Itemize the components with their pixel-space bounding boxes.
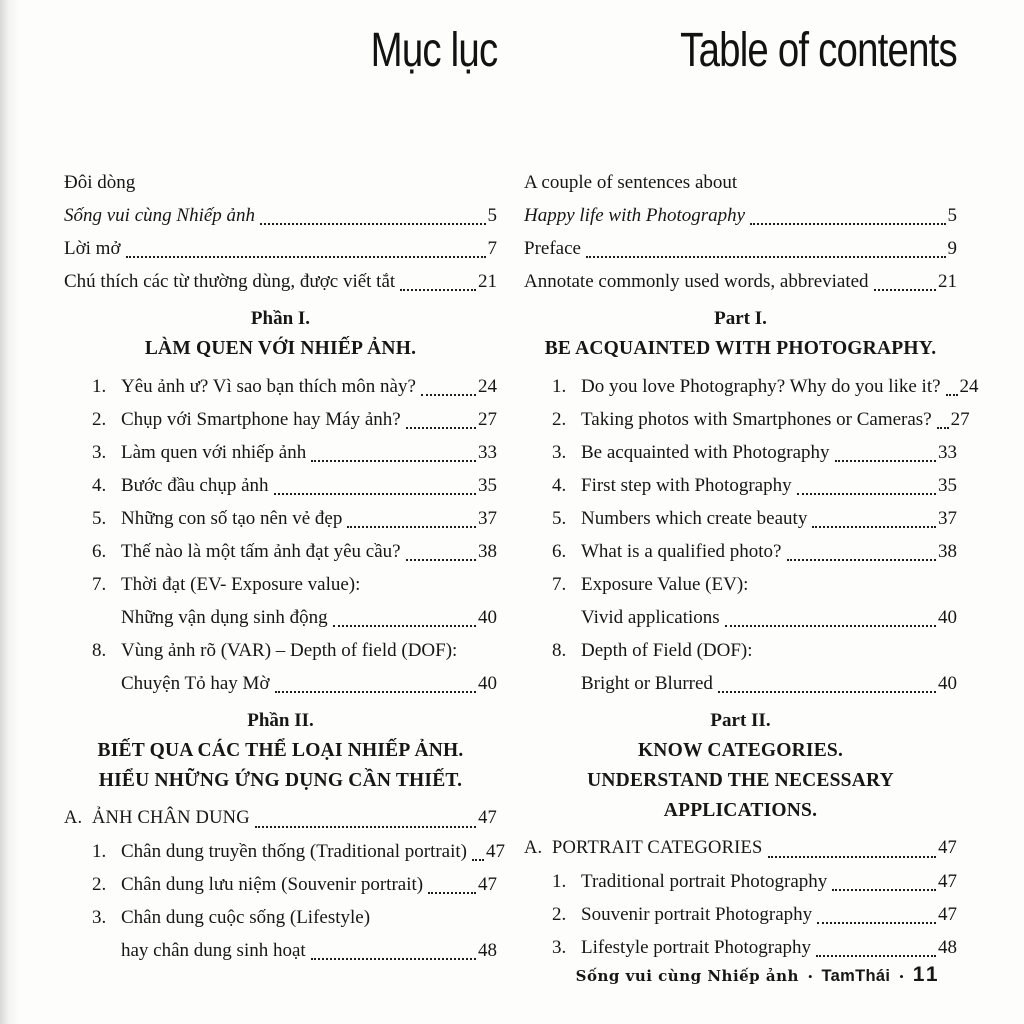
entry-number: 5. — [92, 508, 107, 529]
entry-page-number: 48 — [938, 937, 957, 958]
entry-title: Be acquainted with Photography — [581, 442, 830, 463]
dot-leader — [311, 460, 476, 462]
dot-leader — [260, 223, 485, 225]
entry-title: Depth of Field (DOF): — [581, 640, 753, 661]
page-title-english-text: Table of contents — [680, 24, 957, 77]
entry-page-number: 47 — [486, 841, 505, 862]
entry-number: 7. — [552, 574, 567, 595]
entry-title: Thế nào là một tấm ảnh đạt yêu cầu? — [121, 541, 401, 562]
entry-title: Vivid applications — [581, 607, 720, 628]
toc-entry — [64, 166, 497, 199]
entry-page-number: 21 — [938, 271, 957, 292]
toc-entry — [64, 535, 497, 568]
part1-items-english — [524, 370, 979, 700]
scanned-page-edge-shadow — [0, 0, 20, 1024]
entry-number: 3. — [552, 937, 567, 958]
entry-page-number: 5 — [487, 205, 497, 226]
footer-author: TamThái — [821, 967, 891, 985]
dot-leader — [126, 256, 486, 258]
dot-leader — [347, 526, 476, 528]
part-heading: HIỂU NHỮNG ỨNG DỤNG CẦN THIẾT. — [98, 770, 463, 791]
entry-title: Chân dung truyền thống (Traditional portrait) — [121, 841, 467, 862]
entry-number: 3. — [552, 442, 567, 463]
entry-title: Lời mở — [64, 238, 121, 259]
footer-bullet-icon: • — [807, 969, 813, 984]
front-matter-vietnamese — [64, 166, 497, 298]
entry-number: A. — [524, 838, 543, 858]
footer-page-number: 11 — [912, 963, 940, 986]
entry-title: Chân dung cuộc sống (Lifestyle) — [121, 907, 371, 928]
page-title-vietnamese-text: Mục lục — [370, 24, 497, 77]
entry-title: Yêu ảnh ư? Vì sao bạn thích môn này? — [121, 376, 416, 397]
dot-leader — [311, 958, 476, 960]
dot-leader — [797, 493, 936, 495]
part2-items-english — [524, 832, 957, 964]
entry-title: ẢNH CHÂN DUNG — [92, 808, 250, 828]
entry-page-number: 24 — [959, 376, 979, 397]
entry-title: Thời đạt (EV- Exposure value): — [121, 574, 361, 595]
dot-leader — [750, 223, 945, 225]
entry-number: 6. — [552, 541, 567, 562]
entry-page-number: 40 — [478, 673, 497, 694]
entry-page-number: 21 — [478, 271, 497, 292]
toc-entry — [64, 199, 497, 232]
entry-title: A couple of sentences about — [524, 172, 738, 193]
entry-number: 2. — [92, 874, 107, 895]
entry-title: Souvenir portrait Photography — [581, 904, 813, 925]
entry-title: Làm quen với nhiếp ảnh — [121, 442, 307, 463]
entry-page-number: 35 — [478, 475, 497, 496]
toc-entry — [64, 265, 497, 298]
entry-title: Bước đầu chụp ảnh — [121, 475, 269, 496]
entry-title: Numbers which create beauty — [581, 508, 808, 529]
entry-title: Chuyện Tỏ hay Mờ — [121, 673, 270, 694]
entry-title: Do you love Photography? Why do you like it? — [581, 376, 941, 397]
page-title-english — [524, 24, 957, 82]
entry-page-number: 47 — [938, 838, 957, 858]
part-heading: LÀM QUEN VỚI NHIẾP ẢNH. — [144, 338, 417, 359]
toc-entry-continuation — [524, 601, 957, 634]
toc-entry — [64, 436, 497, 469]
front-matter-english — [524, 166, 957, 298]
toc-entry — [524, 265, 957, 298]
toc-section-entry — [524, 832, 957, 865]
entry-number: 8. — [552, 640, 567, 661]
entry-number: 1. — [92, 376, 107, 397]
toc-entry — [524, 403, 970, 436]
dot-leader — [718, 691, 936, 693]
entry-title: Sống vui cùng Nhiếp ảnh — [64, 205, 256, 226]
part-label: Part I. — [714, 308, 767, 329]
footer-bullet-icon: • — [899, 969, 904, 984]
entry-title: What is a qualified photo? — [581, 541, 782, 562]
dot-leader — [333, 625, 476, 627]
entry-page-number: 33 — [938, 442, 957, 463]
toc-entry — [64, 370, 497, 403]
entry-title: Đôi dòng — [64, 172, 136, 193]
part-heading: KNOW CATEGORIES. — [637, 740, 844, 761]
entry-number: 1. — [92, 841, 107, 862]
page-footer — [576, 963, 940, 987]
part-label: Phần II. — [247, 710, 314, 731]
entry-page-number: 38 — [478, 541, 497, 562]
entry-title: Vùng ảnh rõ (VAR) – Depth of field (DOF): — [121, 640, 458, 661]
entry-page-number: 47 — [938, 871, 957, 892]
toc-entry — [524, 166, 957, 199]
toc-entry — [64, 502, 497, 535]
dot-leader — [874, 289, 936, 291]
entry-number: 4. — [92, 475, 107, 496]
toc-entry — [64, 868, 497, 901]
entry-title: hay chân dung sinh hoạt — [121, 940, 306, 961]
dot-leader — [255, 826, 476, 828]
toc-section-entry — [64, 802, 497, 835]
entry-title: Traditional portrait Photography — [581, 871, 828, 892]
column-english — [524, 0, 979, 964]
entry-title: Chú thích các từ thường dùng, được viết tắt — [64, 271, 396, 292]
column-vietnamese — [64, 0, 505, 967]
dot-leader — [816, 955, 936, 957]
entry-page-number: 38 — [938, 541, 957, 562]
toc-entry — [524, 436, 957, 469]
part-label: Part II. — [710, 710, 771, 731]
dot-leader — [586, 256, 946, 258]
entry-page-number: 27 — [478, 409, 497, 430]
toc-entry — [64, 568, 497, 601]
entry-title: First step with Photography — [581, 475, 792, 496]
dot-leader — [946, 394, 958, 396]
entry-number: 6. — [92, 541, 107, 562]
entry-number: 2. — [552, 904, 567, 925]
entry-title: Những con số tạo nên vẻ đẹp — [121, 508, 343, 529]
toc-entry-continuation — [64, 601, 497, 634]
toc-entry — [524, 865, 957, 898]
entry-page-number: 40 — [938, 607, 957, 628]
entry-page-number: 27 — [950, 409, 970, 430]
entry-title: Những vận dụng sinh động — [121, 607, 328, 628]
entry-number: 1. — [552, 376, 567, 397]
entry-page-number: 47 — [938, 904, 957, 925]
toc-entry — [64, 901, 497, 934]
footer-book-title: Sống vui cùng Nhiếp ảnh — [575, 967, 799, 985]
entry-page-number: 48 — [478, 940, 497, 961]
toc-entry — [524, 502, 957, 535]
entry-number: 7. — [92, 574, 107, 595]
part1-items-vietnamese — [64, 370, 497, 700]
entry-title: Preface — [524, 238, 581, 259]
entry-title: Exposure Value (EV): — [581, 574, 749, 595]
toc-entry — [524, 535, 957, 568]
dot-leader — [400, 289, 476, 291]
part-heading: BE ACQUAINTED WITH PHOTOGRAPHY. — [544, 338, 937, 359]
dot-leader — [274, 493, 476, 495]
dot-leader — [812, 526, 936, 528]
part2-items-vietnamese — [64, 802, 505, 967]
part-heading: UNDERSTAND THE NECESSARY APPLICATIONS. — [587, 770, 894, 821]
entry-page-number: 35 — [938, 475, 957, 496]
toc-entry — [64, 403, 497, 436]
dot-leader — [406, 427, 476, 429]
entry-page-number: 5 — [947, 205, 957, 226]
entry-title: Happy life with Photography — [524, 205, 746, 226]
entry-number: 2. — [92, 409, 107, 430]
toc-entry — [64, 469, 497, 502]
dot-leader — [832, 889, 936, 891]
dot-leader — [787, 559, 937, 561]
entry-page-number: 33 — [478, 442, 497, 463]
toc-entry — [524, 634, 957, 667]
part-label: Phần I. — [250, 308, 311, 329]
toc-entry — [64, 634, 497, 667]
entry-title: Lifestyle portrait Photography — [581, 937, 812, 958]
toc-entry — [524, 232, 957, 265]
dot-leader — [835, 460, 936, 462]
entry-title: Taking photos with Smartphones or Cameras? — [581, 409, 932, 430]
toc-entry — [524, 370, 979, 403]
toc-entry-continuation — [64, 667, 497, 700]
entry-number: 2. — [552, 409, 567, 430]
entry-number: 1. — [552, 871, 567, 892]
entry-page-number: 40 — [938, 673, 957, 694]
entry-number: 4. — [552, 475, 567, 496]
entry-page-number: 47 — [478, 874, 497, 895]
dot-leader — [937, 427, 949, 429]
entry-page-number: 24 — [478, 376, 497, 397]
entry-number: 5. — [552, 508, 567, 529]
toc-entry — [524, 898, 957, 931]
entry-page-number: 37 — [938, 508, 957, 529]
entry-page-number: 7 — [487, 238, 497, 259]
entry-title: PORTRAIT CATEGORIES — [552, 838, 763, 858]
toc-entry — [524, 931, 957, 964]
toc-entry — [524, 199, 957, 232]
dot-leader — [817, 922, 936, 924]
dot-leader — [421, 394, 476, 396]
toc-entry-continuation — [524, 667, 957, 700]
dot-leader — [428, 892, 476, 894]
entry-page-number: 40 — [478, 607, 497, 628]
dot-leader — [768, 856, 937, 858]
toc-entry — [524, 568, 957, 601]
part-heading: BIẾT QUA CÁC THỂ LOẠI NHIẾP ẢNH. — [97, 740, 464, 761]
dot-leader — [406, 559, 476, 561]
entry-page-number: 47 — [478, 808, 497, 828]
entry-page-number: 37 — [478, 508, 497, 529]
dot-leader — [725, 625, 936, 627]
entry-title: Chân dung lưu niệm (Souvenir portrait) — [121, 874, 424, 895]
entry-number: A. — [64, 808, 83, 828]
toc-entry — [524, 469, 957, 502]
entry-title: Annotate commonly used words, abbreviated — [524, 271, 869, 292]
entry-number: 3. — [92, 442, 107, 463]
entry-number: 8. — [92, 640, 107, 661]
page-title-vietnamese — [64, 24, 497, 82]
toc-entry — [64, 232, 497, 265]
toc-entry — [64, 835, 505, 868]
entry-page-number: 9 — [947, 238, 957, 259]
toc-entry-continuation — [64, 934, 497, 967]
dot-leader — [275, 691, 477, 693]
entry-title: Bright or Blurred — [581, 673, 713, 694]
entry-title: Chụp với Smartphone hay Máy ảnh? — [121, 409, 401, 430]
entry-number: 3. — [92, 907, 107, 928]
dot-leader — [472, 859, 484, 861]
